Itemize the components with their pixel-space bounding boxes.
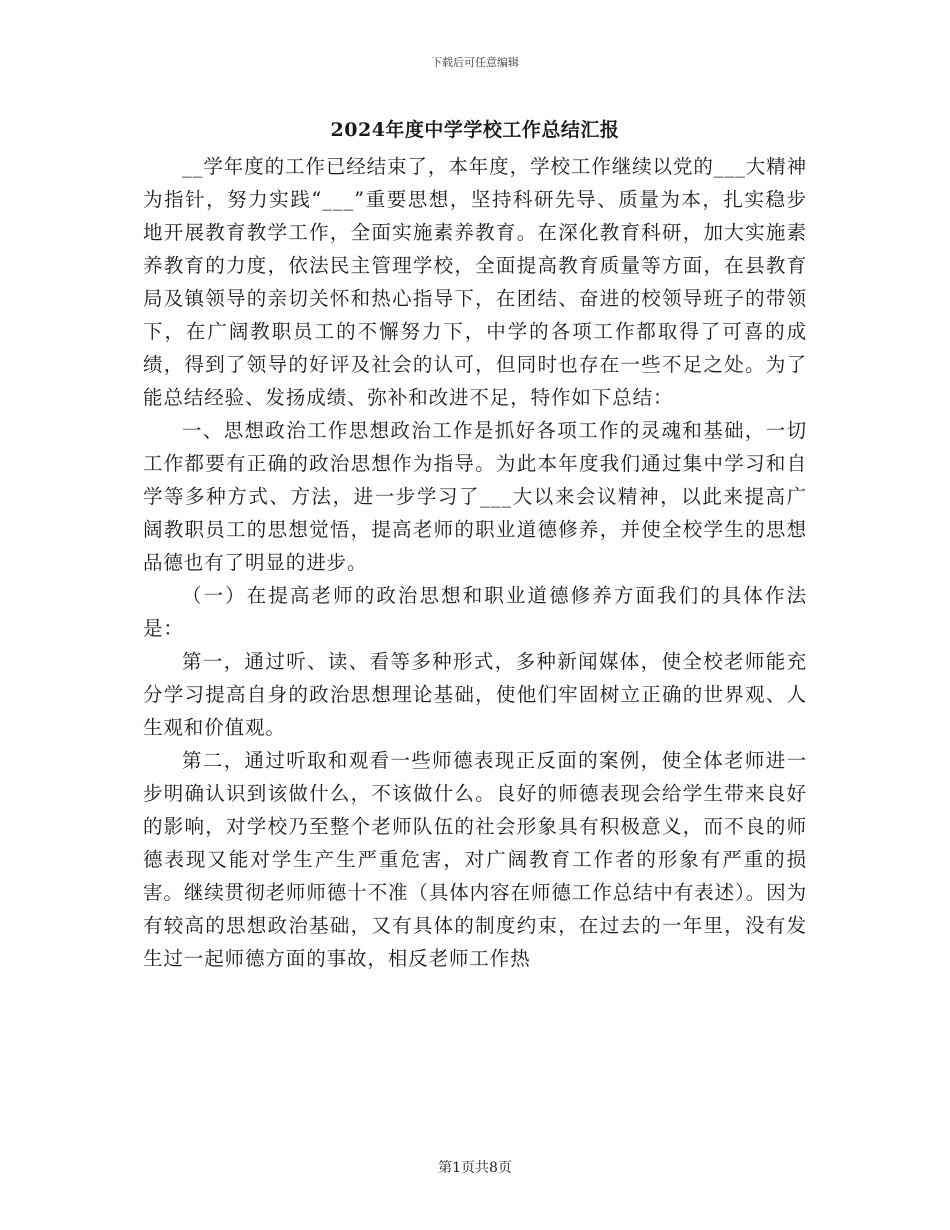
paragraph-first-point: 第一，通过听、读、看等多种形式，多种新闻媒体，使全校老师能充分学习提高自身的政治思想理论基础，使他们牢固树立正确的世界观、人生观和价值观。 [143, 650, 807, 739]
document-title: 2024年度中学学校工作总结汇报 [330, 119, 620, 141]
document-body [143, 150, 807, 975]
paragraph-second-point: 第二，通过听取和观看一些师德表现正反面的案例，使全体老师进一步明确认识到该做什么，不该做什么。良好的师德表现会给学生带来良好的影响，对学校乃至整个老师队伍的社会形象具有积极意义，而不良的师德表现又能对学生产生严重危害，对广阔教育工作者的形象有严重的损害。继续贯彻老师师德十不准（具体内容在师德工作总结中有表述）。因为有较高的思想政治基础，又有具体的制度约束，在过去的一年里，没有发生过一起师德方面的事故，相反老师工作热 [143, 749, 807, 970]
paragraph-intro: __学年度的工作已经结束了，本年度，学校工作继续以党的___大精神为指针，努力实践“___”重要思想，坚持科研先导、质量为本，扎实稳步地开展教育教学工作，全面实施素养教育。在深化教育科研，加大实施素养教育的力度，依法民主管理学校，全面提高教育质量等方面，在县教育局及镇领导的亲切关怀和热心指导下，在团结、奋进的校领导班子的带领下，在广阔教职员工的不懈努力下，中学的各项工作都取得了可喜的成绩，得到了领导的好评及社会的认可，但同时也存在一些不足之处。为了能总结经验、发扬成绩、弥补和改进不足，特作如下总结： [143, 155, 807, 409]
header-note: 下载后可任意编辑 [431, 56, 519, 69]
paragraph-subsection-one: （一）在提高老师的政治思想和职业道德修养方面我们的具体作法是： [143, 584, 807, 640]
page-number-footer: 第1页共8页 [438, 1160, 512, 1176]
paragraph-section-one: 一、思想政治工作思想政治工作是抓好各项工作的灵魂和基础，一切工作都要有正确的政治思想作为指导。为此本年度我们通过集中学习和自学等多种方式、方法，进一步学习了___大以来会议精神，以此来提高广阔教职员工的思想觉悟，提高老师的职业道德修养，并使全校学生的思想品德也有了明显的进步。 [143, 419, 807, 574]
